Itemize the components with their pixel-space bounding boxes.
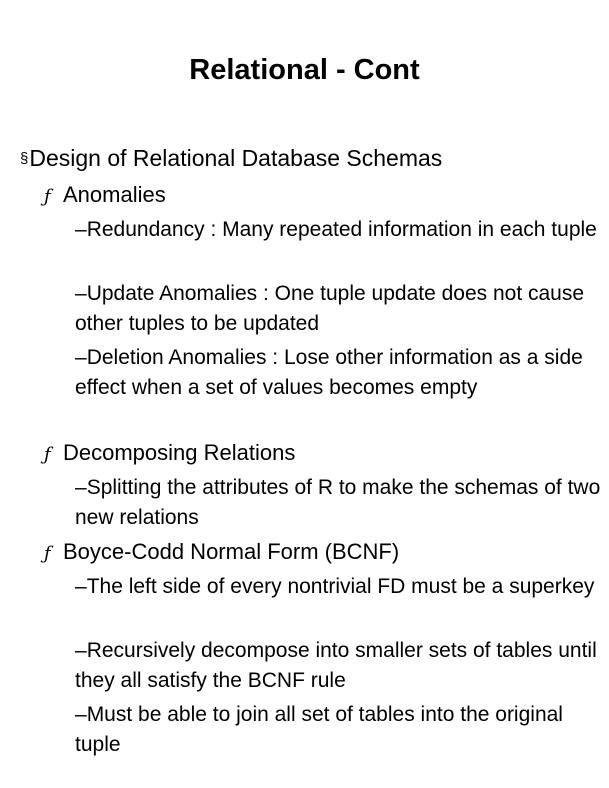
subheading-label: Decomposing Relations <box>63 440 296 465</box>
list-item <box>75 700 605 760</box>
list-item <box>75 636 605 696</box>
sub-bullet-icon: ƒ <box>44 543 51 564</box>
subheading-decomposing-relations <box>44 438 295 470</box>
subheading-label: Boyce-Codd Normal Form (BCNF) <box>63 539 400 564</box>
dash-marker: – <box>75 218 87 241</box>
list-item-text: Must be able to join all set of tables into the original tuple <box>75 703 563 756</box>
list-item-text: The left side of every nontrivial FD must be a superkey <box>86 575 595 598</box>
list-item-text: Splitting the attributes of R to make the schemas of two new relations <box>75 476 601 529</box>
dash-marker: – <box>75 703 87 726</box>
list-item-text: Update Anomalies : One tuple update does not cause other tuples to be updated <box>75 282 585 335</box>
list-item-text: Recursively decompose into smaller sets of tables until they all satisfy the BCNF rule <box>75 639 597 692</box>
list-item-text: Deletion Anomalies : Lose other information as a side effect when a set of values becomes empty <box>75 346 583 399</box>
main-heading-text: Design of Relational Database Schemas <box>29 145 443 171</box>
section-bullet-icon: § <box>20 150 29 167</box>
subheading-anomalies <box>44 180 166 212</box>
list-item <box>75 343 605 403</box>
main-heading <box>20 143 442 174</box>
dash-marker: – <box>75 476 87 499</box>
slide-title: Relational - Cont <box>189 54 420 86</box>
sub-bullet-icon: ƒ <box>44 444 51 465</box>
list-item <box>75 473 605 533</box>
list-item <box>75 279 605 339</box>
dash-marker: – <box>75 282 87 305</box>
dash-marker: – <box>75 575 87 598</box>
subheading-bcnf <box>44 537 399 569</box>
list-item-text: Redundancy : Many repeated information in each tuple <box>86 218 597 241</box>
dash-marker: – <box>75 346 87 369</box>
dash-marker: – <box>75 639 87 662</box>
list-item <box>75 215 605 245</box>
sub-bullet-icon: ƒ <box>44 186 51 207</box>
list-item <box>75 572 605 602</box>
subheading-label: Anomalies <box>63 182 166 207</box>
